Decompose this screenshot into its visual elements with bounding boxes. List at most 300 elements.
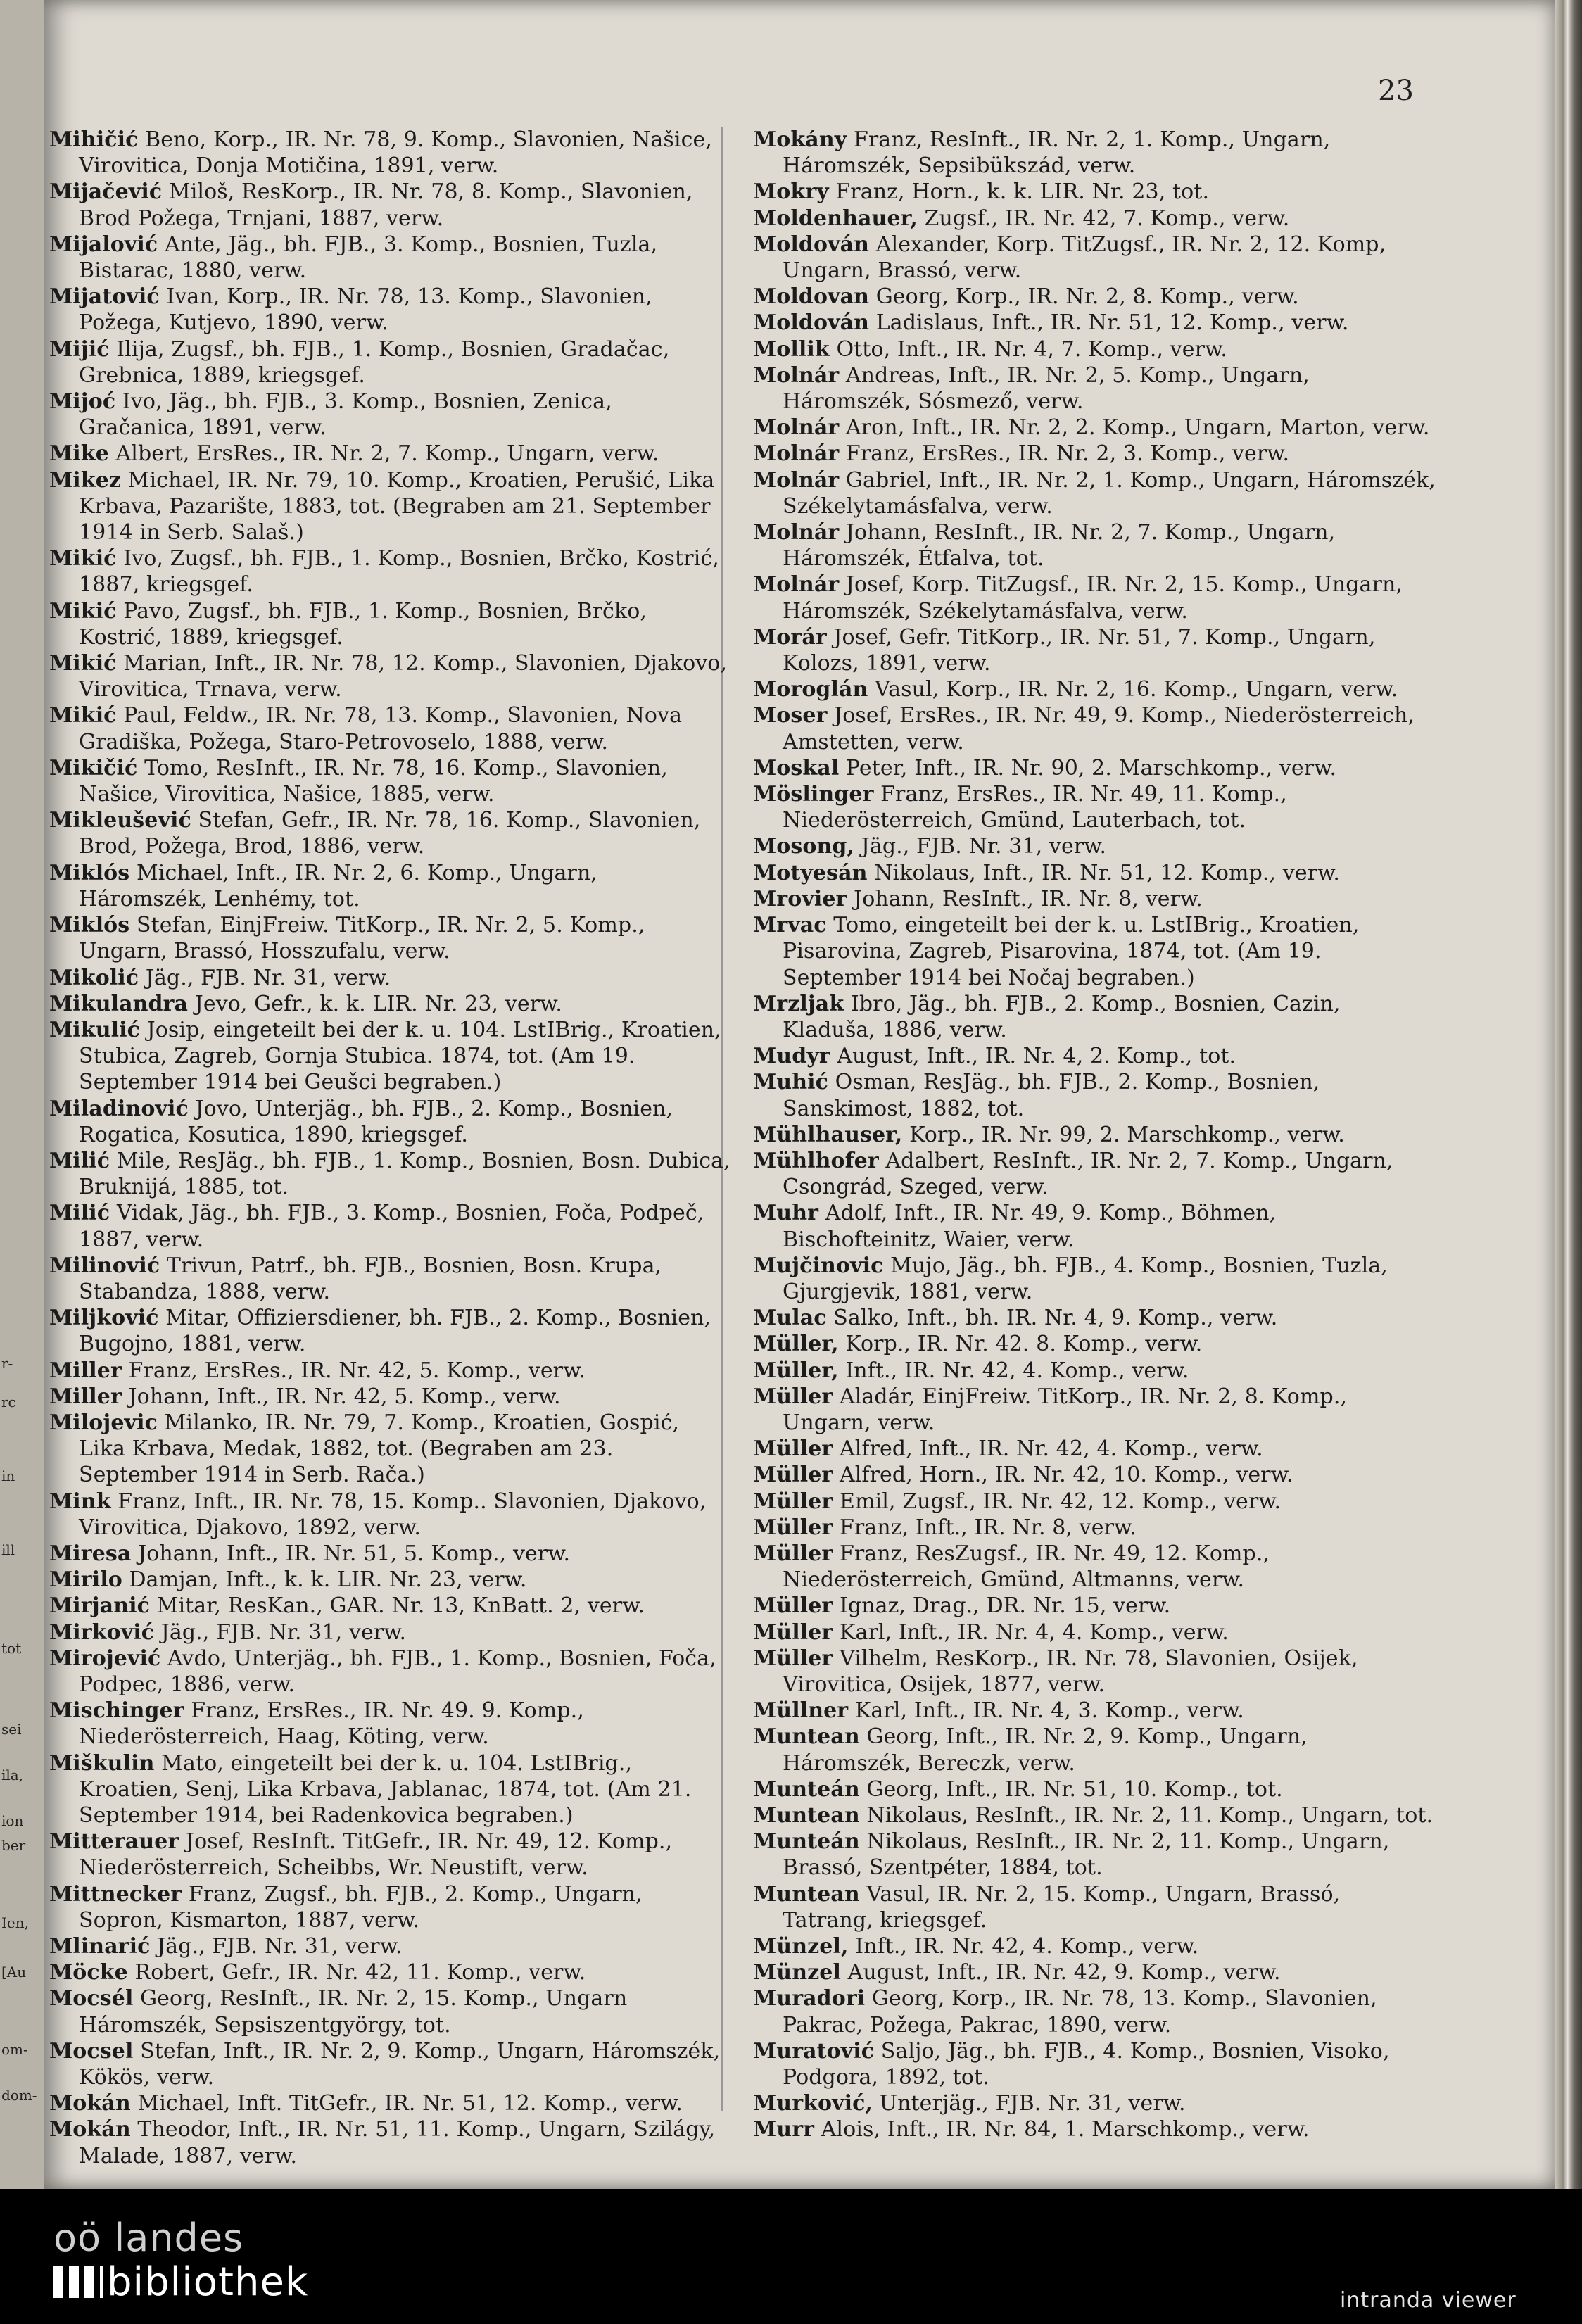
entry-surname: Molnár xyxy=(753,572,840,598)
entry-surname: Mijatović xyxy=(49,284,160,310)
register-entry xyxy=(753,1933,1436,1959)
entry-details: Franz, ErsRes., IR. Nr. 49, 11. Komp., Niederösterreich, Gmünd, Lauterbach, tot. xyxy=(783,782,1287,833)
entry-details: Robert, Gefr., IR. Nr. 42, 11. Komp., verw. xyxy=(134,1960,586,1985)
register-entry xyxy=(49,1489,732,1541)
register-entry xyxy=(49,1567,732,1593)
entry-details: Georg, Inft., IR. Nr. 2, 9. Komp., Ungarn, Háromszék, Bereczk, verw. xyxy=(783,1724,1308,1776)
register-entry xyxy=(753,1384,1436,1436)
entry-surname: Milojevic xyxy=(49,1410,158,1435)
entry-surname: Miller xyxy=(49,1358,122,1383)
entry-details: Inft., IR. Nr. 42, 4. Komp., verw. xyxy=(845,1358,1189,1383)
previous-page-edge xyxy=(0,0,44,2189)
register-entry xyxy=(49,598,732,650)
entry-details: Tomo, eingeteilt bei der k. u. LstIBrig., Kroatien, Pisarovina, Zagreb, Pisarovina, 1874, tot. (Am 19. September 1914 bei Nočaj begraben.) xyxy=(783,913,1360,990)
entry-details: Peter, Inft., IR. Nr. 90, 2. Marschkomp., verw. xyxy=(845,755,1337,781)
entry-surname: Moldenhauer, xyxy=(753,206,918,231)
register-entry xyxy=(753,1593,1436,1619)
register-entry xyxy=(49,991,732,1017)
entry-surname: Munteán xyxy=(753,1829,860,1855)
register-entry xyxy=(49,1619,732,1646)
register-entry xyxy=(753,1122,1436,1148)
register-entry xyxy=(753,415,1436,441)
entry-details: Adalbert, ResInft., IR. Nr. 2, 7. Komp., Ungarn, Csongrád, Szeged, verw. xyxy=(783,1148,1393,1200)
entry-surname: Miller xyxy=(49,1384,122,1409)
entry-details: Pavo, Zugsf., bh. FJB., 1. Komp., Bosnien, Brčko, Kostrić, 1889, kriegsgef. xyxy=(79,598,647,650)
register-entry xyxy=(753,1489,1436,1515)
register-entry xyxy=(49,965,732,991)
entry-details: Karl, Inft., IR. Nr. 4, 3. Komp., verw. xyxy=(854,1698,1244,1724)
entry-details: Franz, ErsRes., IR. Nr. 2, 3. Komp., verw. xyxy=(845,441,1290,467)
entry-surname: Müller xyxy=(753,1463,833,1488)
register-entry xyxy=(753,1724,1436,1776)
entry-surname: Mühlhofer xyxy=(753,1148,879,1173)
register-entry xyxy=(49,755,732,807)
entry-details: Ivan, Korp., IR. Nr. 78, 13. Komp., Slavonien, Požega, Kutjevo, 1890, verw. xyxy=(79,284,652,336)
entry-surname: Mrovier xyxy=(753,886,847,911)
register-entry xyxy=(753,1043,1436,1069)
left-column xyxy=(49,127,732,2169)
entry-details: Alfred, Horn., IR. Nr. 42, 10. Komp., verw. xyxy=(839,1463,1293,1488)
register-entry xyxy=(753,781,1436,833)
entry-surname: Müller xyxy=(753,1646,833,1671)
entry-details: Ivo, Zugsf., bh. FJB., 1. Komp., Bosnien, Brčko, Kostrić, 1887, kriegsgef. xyxy=(79,546,719,598)
margin-text-fragment: in xyxy=(1,1467,15,1484)
entry-surname: Murković, xyxy=(753,2091,873,2116)
entry-details: Vidak, Jäg., bh. FJB., 3. Komp., Bosnien, Foča, Podpeč, 1887, verw. xyxy=(79,1201,704,1252)
entry-surname: Munteán xyxy=(753,1776,860,1802)
entry-details: Johann, Inft., IR. Nr. 42, 5. Komp., verw. xyxy=(128,1384,561,1409)
entry-details: Franz, Zugsf., bh. FJB., 2. Komp., Ungarn, Sopron, Kismarton, 1887, verw. xyxy=(79,1881,643,1933)
entry-surname: Müller xyxy=(753,1515,833,1540)
register-entry xyxy=(49,1646,732,1698)
entry-details: Damjan, Inft., k. k. LIR. Nr. 23, verw. xyxy=(129,1567,527,1593)
entry-surname: Mirojević xyxy=(49,1646,161,1671)
register-entry xyxy=(753,624,1436,676)
entry-details: Franz, ErsRes., IR. Nr. 42, 5. Komp., verw. xyxy=(128,1358,586,1383)
register-entry xyxy=(753,1253,1436,1305)
register-entry xyxy=(753,127,1436,179)
margin-text-fragment: ion xyxy=(1,1812,24,1829)
register-entry xyxy=(49,1200,732,1252)
register-entry xyxy=(753,441,1436,467)
register-entry xyxy=(49,284,732,336)
entry-details: Franz, Inft., IR. Nr. 78, 15. Komp.. Slavonien, Djakovo, Virovitica, Djakovo, 1892, verw. xyxy=(79,1489,707,1540)
register-entry xyxy=(753,519,1436,571)
register-entry xyxy=(49,441,732,467)
register-entry xyxy=(49,389,732,441)
entry-details: Theodor, Inft., IR. Nr. 51, 11. Komp., Ungarn, Szilágy, Malade, 1887, verw. xyxy=(79,2117,716,2168)
register-entry xyxy=(753,179,1436,205)
register-entry xyxy=(753,2038,1436,2090)
entry-details: Salko, Inft., bh. IR. Nr. 4, 9. Komp., verw. xyxy=(833,1306,1278,1331)
register-entry xyxy=(753,991,1436,1043)
entry-details: Gabriel, Inft., IR. Nr. 2, 1. Komp., Ungarn, Háromszék, Székelytamásfalva, verw. xyxy=(783,467,1436,519)
entry-details: Adolf, Inft., IR. Nr. 49, 9. Komp., Böhmen, Bischofteinitz, Waier, verw. xyxy=(783,1201,1277,1252)
entry-details: Mitar, Offiziersdiener, bh. FJB., 2. Komp., Bosnien, Bugojno, 1881, verw. xyxy=(79,1306,711,1357)
register-entry xyxy=(753,860,1436,886)
register-entry xyxy=(49,912,732,964)
margin-text-fragment: dom- xyxy=(1,2087,37,2104)
register-entry xyxy=(49,232,732,284)
register-entry xyxy=(49,1410,732,1489)
register-entry xyxy=(753,467,1436,519)
entry-surname: Mollik xyxy=(753,336,830,362)
register-entry xyxy=(49,1384,732,1410)
register-entry xyxy=(49,1253,732,1305)
entry-surname: Müller xyxy=(753,1384,833,1409)
entry-details: Inft., IR. Nr. 42, 4. Komp., verw. xyxy=(855,1934,1199,1959)
register-entry xyxy=(753,1698,1436,1724)
register-entry xyxy=(49,1750,732,1829)
entry-surname: Mikleušević xyxy=(49,808,191,833)
entry-details: Georg, Korp., IR. Nr. 2, 8. Komp., verw. xyxy=(875,284,1299,310)
margin-text-fragment: ila, xyxy=(1,1767,24,1783)
register-entry xyxy=(753,362,1436,415)
entry-surname: Muhr xyxy=(753,1201,819,1226)
entry-surname: Mokry xyxy=(753,179,829,205)
entry-surname: Muhić xyxy=(753,1070,828,1095)
entry-surname: Muratović xyxy=(753,2038,875,2064)
entry-surname: Muntean xyxy=(753,1724,860,1750)
register-entry xyxy=(753,833,1436,859)
entry-details: Jevo, Gefr., k. k. LIR. Nr. 23, verw. xyxy=(194,991,563,1016)
entry-details: Franz, ResInft., IR. Nr. 2, 1. Komp., Ungarn, Háromszék, Sepsibükszád, verw. xyxy=(783,127,1331,179)
entry-surname: Möslinger xyxy=(753,782,874,807)
entry-details: Vilhelm, ResKorp., IR. Nr. 78, Slavonien, Osijek, Virovitica, Osijek, 1877, verw. xyxy=(783,1646,1358,1697)
register-entry xyxy=(753,1148,1436,1200)
entry-details: Marian, Inft., IR. Nr. 78, 12. Komp., Slavonien, Djakovo, Virovitica, Trnava, verw. xyxy=(79,651,728,702)
entry-surname: Murr xyxy=(753,2117,815,2142)
register-entry xyxy=(753,702,1436,754)
register-entry xyxy=(753,1436,1436,1462)
entry-surname: Mijalović xyxy=(49,232,158,257)
entry-details: Nikolaus, Inft., IR. Nr. 51, 12. Komp., verw. xyxy=(874,860,1340,885)
register-entry xyxy=(753,571,1436,624)
register-entry xyxy=(49,1881,732,1933)
entry-details: Otto, Inft., IR. Nr. 4, 7. Komp., verw. xyxy=(836,336,1227,362)
register-entry xyxy=(753,284,1436,310)
entry-surname: Molnár xyxy=(753,362,840,388)
entry-details: Nikolaus, ResInft., IR. Nr. 2, 11. Komp., Ungarn, Brassó, Szentpéter, 1884, tot. xyxy=(783,1829,1390,1881)
register-entry xyxy=(753,336,1436,362)
entry-surname: Möcke xyxy=(49,1960,128,1985)
entry-surname: Mittnecker xyxy=(49,1881,182,1907)
entry-surname: Mokán xyxy=(49,2117,131,2142)
register-entry xyxy=(49,702,732,754)
register-entry xyxy=(753,1985,1436,2038)
margin-text-fragment: Ien, xyxy=(1,1914,29,1931)
entry-surname: Mulac xyxy=(753,1306,827,1331)
entry-surname: Mitterauer xyxy=(49,1829,179,1855)
register-entry xyxy=(49,179,732,231)
entry-surname: Münzel, xyxy=(753,1934,849,1959)
entry-details: Jäg., FJB. Nr. 31, verw. xyxy=(145,965,391,990)
entry-surname: Muntean xyxy=(753,1803,860,1828)
entry-surname: Muradori xyxy=(753,1986,866,2012)
entry-details: Mato, eingeteilt bei der k. u. 104. LstIBrig., Kroatien, Senj, Lika Krbava, Jablanac, 1874, tot. (Am 21. September 1914, bei Radenkovica begraben.) xyxy=(79,1750,692,1828)
entry-details: Ignaz, Drag., DR. Nr. 15, verw. xyxy=(839,1593,1171,1619)
entry-details: Georg, Inft., IR. Nr. 51, 10. Komp., tot. xyxy=(866,1776,1283,1802)
entry-surname: Mrvac xyxy=(753,913,827,938)
entry-surname: Morár xyxy=(753,624,827,650)
register-entry xyxy=(753,1776,1436,1802)
entry-surname: Müller xyxy=(753,1436,833,1462)
entry-surname: Mrzljak xyxy=(753,991,844,1016)
entry-surname: Miresa xyxy=(49,1541,132,1566)
entry-details: August, Inft., IR. Nr. 42, 9. Komp., verw. xyxy=(847,1960,1281,1985)
entry-details: Trivun, Patrf., bh. FJB., Bosnien, Bosn. Krupa, Stabandza, 1888, verw. xyxy=(79,1253,662,1304)
entry-details: Johann, ResInft., IR. Nr. 2, 7. Komp., Ungarn, Háromszék, Étfalva, tot. xyxy=(783,520,1336,571)
entry-surname: Mlinarić xyxy=(49,1934,151,1959)
entry-details: Franz, ResZugsf., IR. Nr. 49, 12. Komp., Niederösterreich, Gmünd, Altmanns, verw. xyxy=(783,1541,1270,1593)
entry-surname: Müllner xyxy=(753,1698,849,1724)
register-entry xyxy=(49,127,732,179)
entry-surname: Miklós xyxy=(49,913,130,938)
register-entry xyxy=(753,1069,1436,1121)
entry-surname: Münzel xyxy=(753,1960,841,1985)
entry-details: Vasul, Korp., IR. Nr. 2, 16. Komp., Ungarn, verw. xyxy=(875,677,1398,702)
register-entry xyxy=(753,1619,1436,1646)
margin-text-fragment: [Au xyxy=(1,1964,27,1981)
entry-details: Alfred, Inft., IR. Nr. 42, 4. Komp., verw. xyxy=(839,1436,1263,1462)
right-column xyxy=(753,127,1436,2143)
entry-details: Mile, ResJäg., bh. FJB., 1. Komp., Bosnien, Bosn. Dubica, Bruknijá, 1885, tot. xyxy=(79,1148,730,1200)
register-entry xyxy=(49,1148,732,1200)
entry-surname: Mokány xyxy=(753,127,847,152)
book-fore-edge xyxy=(1555,0,1582,2189)
entry-details: Milanko, IR. Nr. 79, 7. Komp., Kroatien, Gospić, Lika Krbava, Medak, 1882, tot. (Begraben am 23. September 1914 in Serb. Rača.) xyxy=(79,1410,680,1488)
entry-details: Ladislaus, Inft., IR. Nr. 51, 12. Komp., verw. xyxy=(875,310,1349,336)
entry-surname: Moser xyxy=(753,703,828,728)
library-logo-line2[interactable] xyxy=(53,2259,308,2305)
entry-details: Ibro, Jäg., bh. FJB., 2. Komp., Bosnien, Cazin, Kladuša, 1886, verw. xyxy=(783,991,1341,1042)
register-entry xyxy=(753,676,1436,702)
entry-details: Stefan, Gefr., IR. Nr. 78, 16. Komp., Slavonien, Brod, Požega, Brod, 1886, verw. xyxy=(79,808,701,859)
register-entry xyxy=(49,1933,732,1959)
register-entry xyxy=(49,1593,732,1619)
entry-surname: Muntean xyxy=(753,1881,860,1907)
entry-details: Jäg., FJB. Nr. 31, verw. xyxy=(157,1934,403,1959)
register-entry xyxy=(753,912,1436,991)
entry-details: Jäg., FJB. Nr. 31, verw. xyxy=(861,834,1107,859)
entry-surname: Mikez xyxy=(49,467,122,493)
register-entry xyxy=(49,1541,732,1567)
entry-surname: Mirjanić xyxy=(49,1593,150,1619)
entry-surname: Mijoć xyxy=(49,389,116,415)
entry-details: Zugsf., IR. Nr. 42, 7. Komp., verw. xyxy=(924,206,1290,231)
entry-details: Aron, Inft., IR. Nr. 2, 2. Komp., Ungarn, Marton, verw. xyxy=(845,415,1430,441)
register-entry xyxy=(49,2090,732,2116)
entry-details: Josef, ErsRes., IR. Nr. 49, 9. Komp., Niederösterreich, Amstetten, verw. xyxy=(783,703,1415,754)
register-entry xyxy=(49,545,732,598)
register-entry xyxy=(49,650,732,702)
entry-surname: Moroglán xyxy=(753,677,868,702)
register-entry xyxy=(753,1959,1436,1985)
entry-details: Saljo, Jäg., bh. FJB., 4. Komp., Bosnien, Visoko, Podgora, 1892, tot. xyxy=(783,2038,1390,2090)
entry-surname: Mikić xyxy=(49,546,117,571)
entry-surname: Mischinger xyxy=(49,1698,184,1724)
entry-surname: Mirković xyxy=(49,1619,155,1645)
entry-surname: Mikić xyxy=(49,598,117,624)
entry-surname: Miladinović xyxy=(49,1096,189,1121)
entry-surname: Mike xyxy=(49,441,109,467)
entry-details: Emil, Zugsf., IR. Nr. 42, 12. Komp., verw. xyxy=(839,1489,1282,1514)
register-entry xyxy=(753,1358,1436,1384)
register-entry xyxy=(753,310,1436,336)
entry-surname: Milić xyxy=(49,1201,110,1226)
entry-details: Karl, Inft., IR. Nr. 4, 4. Komp., verw. xyxy=(839,1619,1229,1645)
entry-details: Georg, ResInft., IR. Nr. 2, 15. Komp., Ungarn Háromszék, Sepsiszentgyörgy, tot. xyxy=(79,1986,628,2038)
margin-text-fragment: om- xyxy=(1,2041,28,2058)
entry-surname: Molnár xyxy=(753,467,840,493)
margin-text-fragment: ill xyxy=(1,1541,15,1558)
entry-details: Tomo, ResInft., IR. Nr. 78, 16. Komp., Slavonien, Našice, Virovitica, Našice, 1885, verw. xyxy=(79,755,668,807)
entry-details: Stefan, EinjFreiw. TitKorp., IR. Nr. 2, 5. Komp., Ungarn, Brassó, Hosszufalu, verw. xyxy=(79,913,645,964)
entry-details: Vasul, IR. Nr. 2, 15. Komp., Ungarn, Brassó, Tatrang, kriegsgef. xyxy=(783,1881,1341,1933)
entry-surname: Milić xyxy=(49,1148,110,1173)
register-entry xyxy=(753,1331,1436,1357)
entry-surname: Müller xyxy=(753,1541,833,1566)
margin-text-fragment: sei xyxy=(1,1721,22,1738)
entry-surname: Moldován xyxy=(753,310,870,336)
entry-surname: Mikić xyxy=(49,703,117,728)
viewer-brand-label[interactable]: intranda viewer xyxy=(1340,2288,1517,2313)
entry-surname: Mikić xyxy=(49,651,117,676)
entry-surname: Mirilo xyxy=(49,1567,122,1593)
entry-surname: Moldován xyxy=(753,232,870,257)
register-entry xyxy=(49,2116,732,2168)
margin-text-fragment: rc xyxy=(1,1394,16,1410)
entry-details: Ivo, Jäg., bh. FJB., 3. Komp., Bosnien, Zenica, Gračanica, 1891, verw. xyxy=(79,389,612,441)
entry-surname: Mink xyxy=(49,1489,111,1514)
entry-surname: Mosong, xyxy=(753,834,855,859)
entry-details: Johann, Inft., IR. Nr. 51, 5. Komp., verw. xyxy=(138,1541,571,1566)
register-entry xyxy=(753,886,1436,912)
entry-details: Ilija, Zugsf., bh. FJB., 1. Komp., Bosnien, Gradačac, Grebnica, 1889, kriegsgef. xyxy=(79,336,670,388)
entry-surname: Müller, xyxy=(753,1332,839,1357)
register-entry xyxy=(49,1829,732,1881)
entry-surname: Molnár xyxy=(753,441,840,467)
entry-surname: Moldovan xyxy=(753,284,870,310)
entry-surname: Müller xyxy=(753,1593,833,1619)
entry-details: Franz, Inft., IR. Nr. 8, verw. xyxy=(839,1515,1137,1540)
register-entry xyxy=(753,1541,1436,1593)
register-entry xyxy=(49,467,732,546)
entry-surname: Mihičić xyxy=(49,127,139,152)
entry-details: Johann, ResInft., IR. Nr. 8, verw. xyxy=(854,886,1203,911)
entry-surname: Motyesán xyxy=(753,860,868,885)
entry-details: Paul, Feldw., IR. Nr. 78, 13. Komp., Slavonien, Nova Gradiška, Požega, Staro-Petrovoselo, 1888, verw. xyxy=(79,703,683,754)
entry-details: Stefan, Inft., IR. Nr. 2, 9. Komp., Ungarn, Háromszék, Kökös, verw. xyxy=(79,2038,721,2090)
entry-surname: Milinović xyxy=(49,1253,160,1278)
entry-surname: Mikolić xyxy=(49,965,139,990)
margin-text-fragment: ber xyxy=(1,1837,26,1854)
margin-text-fragment: r- xyxy=(1,1355,13,1372)
entry-surname: Müller, xyxy=(753,1358,839,1383)
register-entry xyxy=(49,860,732,912)
register-entry xyxy=(753,1646,1436,1698)
entry-details: Osman, ResJäg., bh. FJB., 2. Komp., Bosnien, Sanskimost, 1882, tot. xyxy=(783,1070,1320,1121)
entry-details: Andreas, Inft., IR. Nr. 2, 5. Komp., Ungarn, Háromszék, Sósmező, verw. xyxy=(783,362,1310,415)
register-entry xyxy=(753,2116,1436,2142)
register-entry xyxy=(49,1017,732,1096)
register-entry xyxy=(753,1829,1436,1881)
register-entry xyxy=(49,1358,732,1384)
entry-details: Josip, eingeteilt bei der k. u. 104. LstIBrig., Kroatien, Stubica, Zagreb, Gornja Stubica. 1874, tot. (Am 19. September 1914 bei Geušci begraben.) xyxy=(79,1017,721,1095)
entry-surname: Mocsel xyxy=(49,2038,134,2064)
entry-surname: Miljković xyxy=(49,1306,159,1331)
register-entry xyxy=(49,1985,732,2038)
entry-surname: Miklós xyxy=(49,860,130,885)
entry-details: Miloš, ResKorp., IR. Nr. 78, 8. Komp., Slavonien, Brod Požega, Trnjani, 1887, verw. xyxy=(79,179,693,231)
entry-surname: Müller xyxy=(753,1619,833,1645)
entry-details: Jovo, Unterjäg., bh. FJB., 2. Komp., Bosnien, Rogatica, Kosutica, 1890, kriegsgef. xyxy=(79,1096,673,1147)
register-entry xyxy=(753,1305,1436,1331)
entry-surname: Mikulić xyxy=(49,1017,140,1042)
entry-surname: Mujčinovic xyxy=(753,1253,884,1278)
register-entry xyxy=(49,1959,732,1985)
entry-details: Mujo, Jäg., bh. FJB., 4. Komp., Bosnien, Tuzla, Gjurgjevik, 1881, verw. xyxy=(783,1253,1388,1304)
entry-details: Michael, Inft., IR. Nr. 2, 6. Komp., Ungarn, Háromszék, Lenhémy, tot. xyxy=(79,860,598,911)
entry-details: Josef, ResInft. TitGefr., IR. Nr. 49, 12. Komp., Niederösterreich, Scheibbs, Wr. Neustift, verw. xyxy=(79,1829,673,1881)
entry-surname: Moskal xyxy=(753,755,840,781)
register-entry xyxy=(753,1802,1436,1829)
entry-surname: Mühlhauser, xyxy=(753,1122,903,1147)
register-entry xyxy=(49,2038,732,2090)
register-entry xyxy=(753,1462,1436,1488)
register-entry xyxy=(753,1515,1436,1541)
entry-surname: Mokán xyxy=(49,2091,131,2116)
entry-details: Alois, Inft., IR. Nr. 84, 1. Marschkomp., verw. xyxy=(821,2117,1310,2142)
register-entry xyxy=(49,1096,732,1148)
entry-surname: Mikičić xyxy=(49,755,138,781)
entry-details: August, Inft., IR. Nr. 4, 2. Komp., tot. xyxy=(837,1044,1236,1069)
entry-details: Georg, Korp., IR. Nr. 78, 13. Komp., Slavonien, Pakrac, Požega, Pakrac, 1890, verw. xyxy=(783,1986,1377,2038)
entry-surname: Molnár xyxy=(753,520,840,545)
entry-details: Franz, Horn., k. k. LIR. Nr. 23, tot. xyxy=(835,179,1210,205)
entry-details: Ante, Jäg., bh. FJB., 3. Komp., Bosnien, Tuzla, Bistarac, 1880, verw. xyxy=(79,232,658,284)
entry-surname: Mikulandra xyxy=(49,991,189,1016)
entry-details: Nikolaus, ResInft., IR. Nr. 2, 11. Komp., Ungarn, tot. xyxy=(866,1803,1434,1828)
entry-details: Franz, ErsRes., IR. Nr. 49. 9. Komp., Niederösterreich, Haag, Köting, verw. xyxy=(79,1698,584,1750)
entry-surname: Müller xyxy=(753,1489,833,1514)
entry-surname: Mijić xyxy=(49,336,110,362)
register-entry xyxy=(753,206,1436,232)
register-entry xyxy=(753,1200,1436,1252)
entry-details: Aladár, EinjFreiw. TitKorp., IR. Nr. 2, 8. Komp., Ungarn, verw. xyxy=(783,1384,1348,1435)
entry-surname: Mocsél xyxy=(49,1986,134,2012)
entry-surname: Mudyr xyxy=(753,1044,830,1069)
entry-details: Alexander, Korp. TitZugsf., IR. Nr. 2, 12. Komp, Ungarn, Brassó, verw. xyxy=(783,232,1386,284)
entry-details: Mitar, ResKan., GAR. Nr. 13, KnBatt. 2, verw. xyxy=(156,1593,645,1619)
entry-surname: Miškulin xyxy=(49,1750,155,1776)
logo-bars-icon xyxy=(53,2266,103,2298)
margin-text-fragment: tot xyxy=(1,1640,22,1657)
entry-details: Korp., IR. Nr. 99, 2. Marschkomp., verw. xyxy=(909,1122,1345,1147)
entry-details: Jäg., FJB. Nr. 31, verw. xyxy=(160,1619,407,1645)
entry-details: Josef, Gefr. TitKorp., IR. Nr. 51, 7. Komp., Ungarn, Kolozs, 1891, verw. xyxy=(783,624,1376,676)
page-number: 23 xyxy=(1378,75,1414,107)
entry-details: Korp., IR. Nr. 42. 8. Komp., verw. xyxy=(845,1332,1203,1357)
entry-details: Beno, Korp., IR. Nr. 78, 9. Komp., Slavonien, Našice, Virovitica, Donja Motičina, 1891, verw. xyxy=(79,127,713,179)
entry-details: Albert, ErsRes., IR. Nr. 2, 7. Komp., Ungarn, verw. xyxy=(115,441,659,467)
entry-surname: Molnár xyxy=(753,415,840,441)
library-logo-line1[interactable]: oö landes xyxy=(53,2216,244,2260)
register-entry xyxy=(49,336,732,389)
register-entry xyxy=(753,2090,1436,2116)
register-entry xyxy=(49,1698,732,1750)
entry-details: Unterjäg., FJB. Nr. 31, verw. xyxy=(879,2091,1186,2116)
